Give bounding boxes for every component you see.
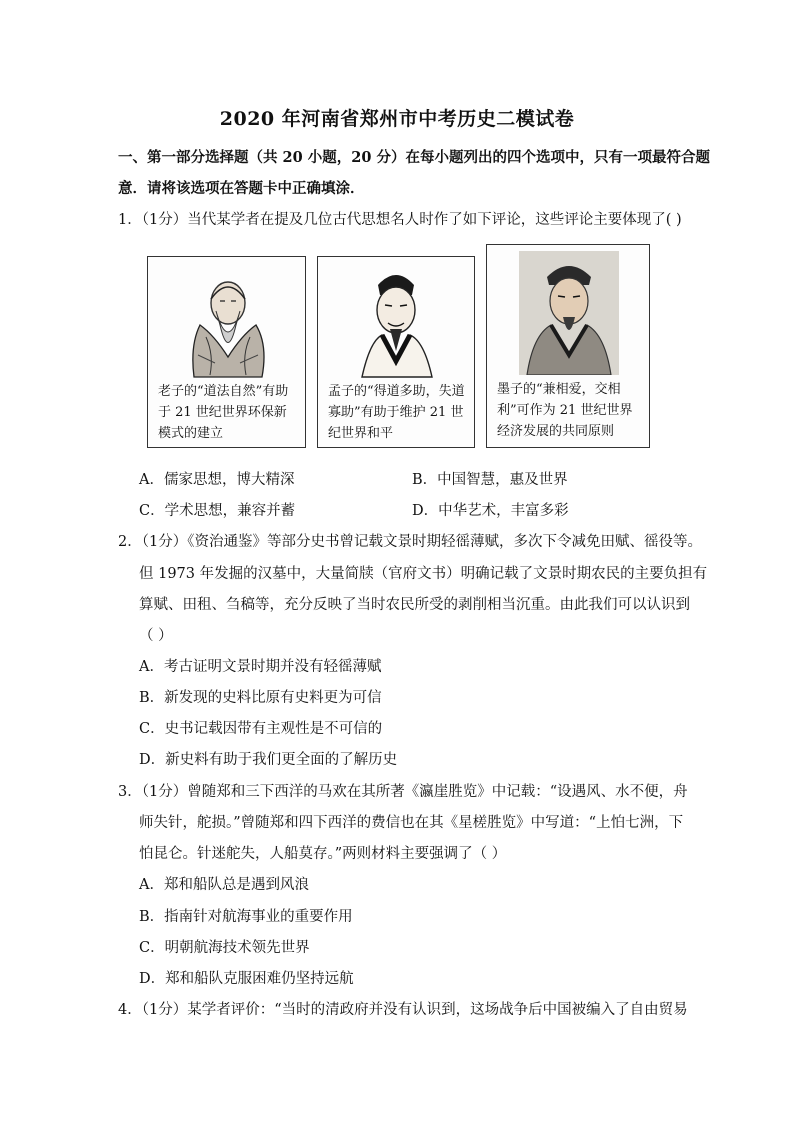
q2-option-d[interactable]: D．新史料有助于我们更全面的了解历史 [139, 752, 398, 768]
question-3-stem-line: 师失针，舵损。”曾随郑和四下西洋的费信也在其《星槎胜览》中写道：“上怕七洲，下 [139, 815, 684, 831]
mozi-caption-line: 利”可作为 21 世纪世界 [497, 403, 633, 418]
question-3-stem-line: 3．（1分）曾随郑和三下西洋的马欢在其所著《瀛崖胜览》中记载：“设遇风、水不便，舟 [118, 784, 688, 800]
laozi-caption-line: 于 21 世纪世界环保新 [158, 405, 287, 420]
question-2-stem-line: 2．（1分）《资治通鉴》等部分史书曾记载文景时期轻徭薄赋，多次下令减免田赋、徭役等。 [118, 534, 702, 550]
q1-option-d[interactable]: D．中华艺术，丰富多彩 [412, 503, 569, 519]
mengzi-caption [328, 381, 472, 444]
mengzi-caption-line: 纪世界和平 [328, 426, 394, 441]
mozi-caption-line: 墨子的“兼相爱，交相 [497, 382, 621, 397]
mengzi-caption-line: 寡助”有助于维护 21 世 [328, 405, 464, 420]
q2-option-b[interactable]: B．新发现的史料比原有史料更为可信 [139, 690, 382, 706]
q3-option-d[interactable]: D．郑和船队克服困难仍坚持远航 [139, 971, 354, 987]
mozi-caption-line: 经济发展的共同原则 [497, 424, 615, 439]
laozi-caption-line: 模式的建立 [158, 426, 224, 441]
question-3-stem-line: 怕昆仑。针迷舵失，人船莫存。”两则材料主要强调了（ ） [139, 846, 507, 862]
section-heading-line1: 一、第一部分选择题（共 20 小题，20 分）在每小题列出的四个选项中，只有一项最符合题 [118, 149, 710, 166]
q2-option-a[interactable]: A．考古证明文景时期并没有轻徭薄赋 [139, 659, 382, 675]
q1-option-a[interactable]: A．儒家思想，博大精深 [139, 472, 295, 488]
q3-option-c[interactable]: C．明朝航海技术领先世界 [139, 940, 310, 956]
mozi-caption [497, 379, 647, 442]
laozi-caption [158, 381, 302, 444]
question-2-stem-line: 算赋、田租、刍稿等，充分反映了当时农民所受的剥削相当沉重。由此我们可以认识到 [139, 597, 690, 613]
q3-option-a[interactable]: A．郑和船队总是遇到风浪 [139, 877, 309, 893]
question-2-stem-line: 但 1973 年发掘的汉墓中，大量简牍（官府文书）明确记载了文景时期农民的主要负担有 [139, 566, 708, 582]
mozi-portrait-image [519, 251, 619, 375]
exam-title: 2020 年河南省郑州市中考历史二模试卷 [219, 108, 575, 130]
question-1-stem: 1．（1分）当代某学者在提及几位古代思想名人时作了如下评论，这些评论主要体现了( ) [118, 212, 682, 228]
laozi-panel [147, 256, 306, 448]
laozi-portrait-image [170, 265, 282, 383]
mozi-panel [486, 244, 650, 448]
mengzi-caption-line: 孟子的“得道多助，失道 [328, 384, 465, 399]
q2-option-c[interactable]: C．史书记载因带有主观性是不可信的 [139, 721, 383, 737]
q3-option-b[interactable]: B．指南针对航海事业的重要作用 [139, 909, 353, 925]
mengzi-portrait-image [340, 265, 452, 383]
q1-option-b[interactable]: B．中国智慧，惠及世界 [412, 472, 568, 488]
section-heading-line2: 意．请将该选项在答题卡中正确填涂． [118, 180, 365, 197]
laozi-caption-line: 老子的“道法自然”有助 [158, 384, 289, 399]
q1-option-c[interactable]: C．学术思想，兼容并蓄 [139, 503, 296, 519]
mengzi-panel [317, 256, 475, 448]
question-4-stem-line: 4．（1分）某学者评价：“当时的清政府并没有认识到，这场战争后中国被编入了自由贸易 [118, 1002, 688, 1018]
question-2-answer-blank: （ ） [139, 628, 173, 644]
